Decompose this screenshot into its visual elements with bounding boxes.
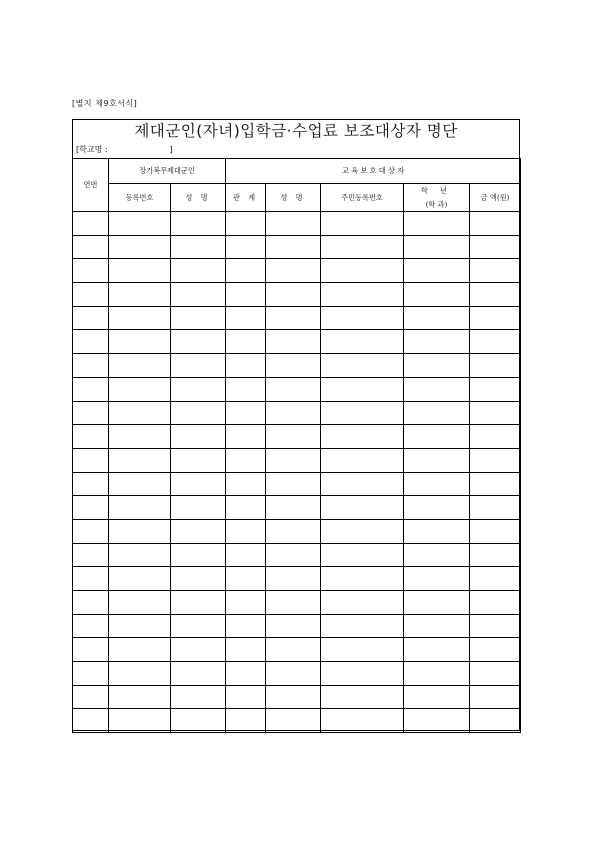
cell-registration-number <box>109 543 171 567</box>
cell-resident-number <box>321 425 404 449</box>
table-row <box>73 709 521 733</box>
cell-resident-number <box>321 591 404 615</box>
cell-resident-number <box>321 306 404 330</box>
cell-relation <box>226 472 266 496</box>
cell-relation <box>226 662 266 686</box>
cell-beneficiary-name <box>266 519 321 543</box>
cell-veteran-name <box>171 614 226 638</box>
cell-amount <box>470 519 521 543</box>
cell-amount <box>470 259 521 283</box>
cell-veteran-name <box>171 472 226 496</box>
cell-beneficiary-name <box>266 709 321 733</box>
cell-serial <box>73 212 109 236</box>
cell-amount <box>470 614 521 638</box>
cell-serial <box>73 685 109 709</box>
cell-resident-number <box>321 377 404 401</box>
cell-resident-number <box>321 709 404 733</box>
cell-serial <box>73 543 109 567</box>
cell-grade-dept <box>404 685 470 709</box>
cell-amount <box>470 638 521 662</box>
table-row <box>73 212 521 236</box>
cell-relation <box>226 235 266 259</box>
cell-registration-number <box>109 401 171 425</box>
cell-veteran-name <box>171 377 226 401</box>
cell-veteran-name <box>171 685 226 709</box>
cell-serial <box>73 614 109 638</box>
cell-beneficiary-name <box>266 401 321 425</box>
cell-resident-number <box>321 330 404 354</box>
table-row <box>73 306 521 330</box>
cell-serial <box>73 591 109 615</box>
table-row <box>73 354 521 378</box>
cell-amount <box>470 543 521 567</box>
cell-resident-number <box>321 448 404 472</box>
header-registration-number: 등록번호 <box>109 184 171 212</box>
table-row <box>73 543 521 567</box>
table-row <box>73 377 521 401</box>
cell-registration-number <box>109 685 171 709</box>
cell-grade-dept <box>404 283 470 307</box>
cell-registration-number <box>109 259 171 283</box>
cell-veteran-name <box>171 235 226 259</box>
cell-resident-number <box>321 259 404 283</box>
cell-registration-number <box>109 567 171 591</box>
cell-relation <box>226 283 266 307</box>
cell-beneficiary-name <box>266 377 321 401</box>
cell-amount <box>470 425 521 449</box>
cell-registration-number <box>109 614 171 638</box>
cell-amount <box>470 472 521 496</box>
cell-grade-dept <box>404 614 470 638</box>
cell-veteran-name <box>171 496 226 520</box>
header-amount: 금 액(원) <box>470 184 521 212</box>
cell-amount <box>470 709 521 733</box>
table-row <box>73 519 521 543</box>
cell-beneficiary-name <box>266 591 321 615</box>
header-relation: 관 계 <box>226 184 266 212</box>
cell-resident-number <box>321 496 404 520</box>
cell-registration-number <box>109 591 171 615</box>
cell-serial <box>73 283 109 307</box>
cell-beneficiary-name <box>266 283 321 307</box>
table-row <box>73 448 521 472</box>
cell-veteran-name <box>171 354 226 378</box>
cell-veteran-name <box>171 212 226 236</box>
cell-grade-dept <box>404 709 470 733</box>
cell-serial <box>73 519 109 543</box>
cell-serial <box>73 425 109 449</box>
cell-veteran-name <box>171 543 226 567</box>
cell-registration-number <box>109 330 171 354</box>
cell-grade-dept <box>404 591 470 615</box>
cell-relation <box>226 330 266 354</box>
table-row <box>73 662 521 686</box>
cell-serial <box>73 401 109 425</box>
school-name-bracket: ] <box>169 145 173 154</box>
cell-beneficiary-name <box>266 685 321 709</box>
cell-amount <box>470 448 521 472</box>
cell-amount <box>470 662 521 686</box>
cell-resident-number <box>321 685 404 709</box>
cell-serial <box>73 709 109 733</box>
cell-amount <box>470 377 521 401</box>
cell-resident-number <box>321 283 404 307</box>
cell-beneficiary-name <box>266 306 321 330</box>
cell-amount <box>470 212 521 236</box>
cell-relation <box>226 354 266 378</box>
cell-registration-number <box>109 377 171 401</box>
cell-veteran-name <box>171 638 226 662</box>
cell-grade-dept <box>404 425 470 449</box>
cell-veteran-name <box>171 259 226 283</box>
table-row <box>73 638 521 662</box>
cell-relation <box>226 543 266 567</box>
cell-grade-dept <box>404 259 470 283</box>
cell-resident-number <box>321 662 404 686</box>
cell-beneficiary-name <box>266 448 321 472</box>
cell-registration-number <box>109 212 171 236</box>
cell-grade-dept <box>404 638 470 662</box>
cell-grade-dept <box>404 543 470 567</box>
cell-relation <box>226 377 266 401</box>
cell-veteran-name <box>171 330 226 354</box>
cell-grade-dept <box>404 212 470 236</box>
cell-grade-dept <box>404 377 470 401</box>
header-grade-dept <box>404 184 470 212</box>
cell-resident-number <box>321 567 404 591</box>
cell-amount <box>470 591 521 615</box>
cell-serial <box>73 330 109 354</box>
cell-serial <box>73 496 109 520</box>
form-sheet <box>72 119 520 731</box>
cell-serial <box>73 259 109 283</box>
cell-serial <box>73 448 109 472</box>
cell-beneficiary-name <box>266 259 321 283</box>
cell-grade-dept <box>404 662 470 686</box>
header-veteran-name: 성 명 <box>171 184 226 212</box>
cell-resident-number <box>321 519 404 543</box>
header-grade: 학 년 <box>420 185 453 195</box>
cell-resident-number <box>321 614 404 638</box>
cell-serial <box>73 306 109 330</box>
cell-beneficiary-name <box>266 472 321 496</box>
cell-registration-number <box>109 472 171 496</box>
cell-registration-number <box>109 496 171 520</box>
cell-grade-dept <box>404 306 470 330</box>
cell-registration-number <box>109 354 171 378</box>
form-number-label: [별지 제9호서식] <box>72 99 138 108</box>
cell-amount <box>470 401 521 425</box>
cell-veteran-name <box>171 567 226 591</box>
cell-beneficiary-name <box>266 235 321 259</box>
cell-beneficiary-name <box>266 496 321 520</box>
cell-resident-number <box>321 212 404 236</box>
cell-registration-number <box>109 306 171 330</box>
cell-amount <box>470 567 521 591</box>
beneficiary-table <box>72 158 521 733</box>
cell-registration-number <box>109 425 171 449</box>
cell-relation <box>226 306 266 330</box>
header-group-veteran: 장기복무제대군인 <box>109 159 226 184</box>
cell-relation <box>226 709 266 733</box>
cell-resident-number <box>321 235 404 259</box>
cell-veteran-name <box>171 283 226 307</box>
cell-amount <box>470 235 521 259</box>
cell-relation <box>226 259 266 283</box>
cell-amount <box>470 496 521 520</box>
cell-relation <box>226 212 266 236</box>
header-group-beneficiary: 교 육 보 호 대 상 자 <box>226 159 521 184</box>
cell-beneficiary-name <box>266 567 321 591</box>
table-row <box>73 496 521 520</box>
cell-amount <box>470 283 521 307</box>
cell-grade-dept <box>404 235 470 259</box>
cell-serial <box>73 235 109 259</box>
cell-registration-number <box>109 448 171 472</box>
cell-amount <box>470 306 521 330</box>
cell-grade-dept <box>404 567 470 591</box>
cell-registration-number <box>109 235 171 259</box>
table-row <box>73 283 521 307</box>
cell-grade-dept <box>404 354 470 378</box>
cell-veteran-name <box>171 519 226 543</box>
cell-relation <box>226 591 266 615</box>
cell-relation <box>226 519 266 543</box>
cell-relation <box>226 496 266 520</box>
table-row <box>73 425 521 449</box>
table-row <box>73 591 521 615</box>
table-row <box>73 567 521 591</box>
cell-registration-number <box>109 709 171 733</box>
cell-serial <box>73 472 109 496</box>
cell-beneficiary-name <box>266 543 321 567</box>
table-body <box>73 212 521 733</box>
table-row <box>73 401 521 425</box>
cell-beneficiary-name <box>266 354 321 378</box>
table-row <box>73 685 521 709</box>
cell-beneficiary-name <box>266 662 321 686</box>
cell-amount <box>470 354 521 378</box>
school-name-line <box>76 144 173 155</box>
header-beneficiary-name: 성 명 <box>266 184 321 212</box>
cell-relation <box>226 638 266 662</box>
cell-resident-number <box>321 543 404 567</box>
cell-resident-number <box>321 401 404 425</box>
cell-serial <box>73 567 109 591</box>
table-row <box>73 330 521 354</box>
header-resident-number: 주민등록번호 <box>321 184 404 212</box>
cell-beneficiary-name <box>266 614 321 638</box>
cell-grade-dept <box>404 330 470 354</box>
table-row <box>73 259 521 283</box>
cell-beneficiary-name <box>266 212 321 236</box>
cell-registration-number <box>109 662 171 686</box>
school-name-label: [학교명 : <box>76 145 108 154</box>
cell-veteran-name <box>171 306 226 330</box>
cell-veteran-name <box>171 401 226 425</box>
cell-veteran-name <box>171 662 226 686</box>
cell-grade-dept <box>404 519 470 543</box>
cell-serial <box>73 377 109 401</box>
cell-resident-number <box>321 472 404 496</box>
cell-amount <box>470 330 521 354</box>
cell-veteran-name <box>171 709 226 733</box>
cell-relation <box>226 401 266 425</box>
cell-registration-number <box>109 638 171 662</box>
cell-amount <box>470 685 521 709</box>
page-title: 제대군인(자녀)입학금·수업료 보조대상자 명단 <box>134 122 458 140</box>
cell-serial <box>73 662 109 686</box>
cell-veteran-name <box>171 425 226 449</box>
cell-registration-number <box>109 519 171 543</box>
cell-beneficiary-name <box>266 425 321 449</box>
cell-veteran-name <box>171 448 226 472</box>
cell-grade-dept <box>404 496 470 520</box>
cell-serial <box>73 354 109 378</box>
cell-relation <box>226 567 266 591</box>
table-row <box>73 235 521 259</box>
cell-grade-dept <box>404 472 470 496</box>
cell-serial <box>73 638 109 662</box>
cell-resident-number <box>321 638 404 662</box>
cell-registration-number <box>109 283 171 307</box>
header-dept: (학 과) <box>425 199 448 209</box>
cell-resident-number <box>321 354 404 378</box>
cell-relation <box>226 448 266 472</box>
table-row <box>73 614 521 638</box>
cell-relation <box>226 685 266 709</box>
table-row <box>73 472 521 496</box>
cell-grade-dept <box>404 448 470 472</box>
cell-veteran-name <box>171 591 226 615</box>
cell-beneficiary-name <box>266 638 321 662</box>
header-serial: 연번 <box>73 159 109 212</box>
cell-grade-dept <box>404 401 470 425</box>
cell-relation <box>226 425 266 449</box>
cell-beneficiary-name <box>266 330 321 354</box>
cell-relation <box>226 614 266 638</box>
